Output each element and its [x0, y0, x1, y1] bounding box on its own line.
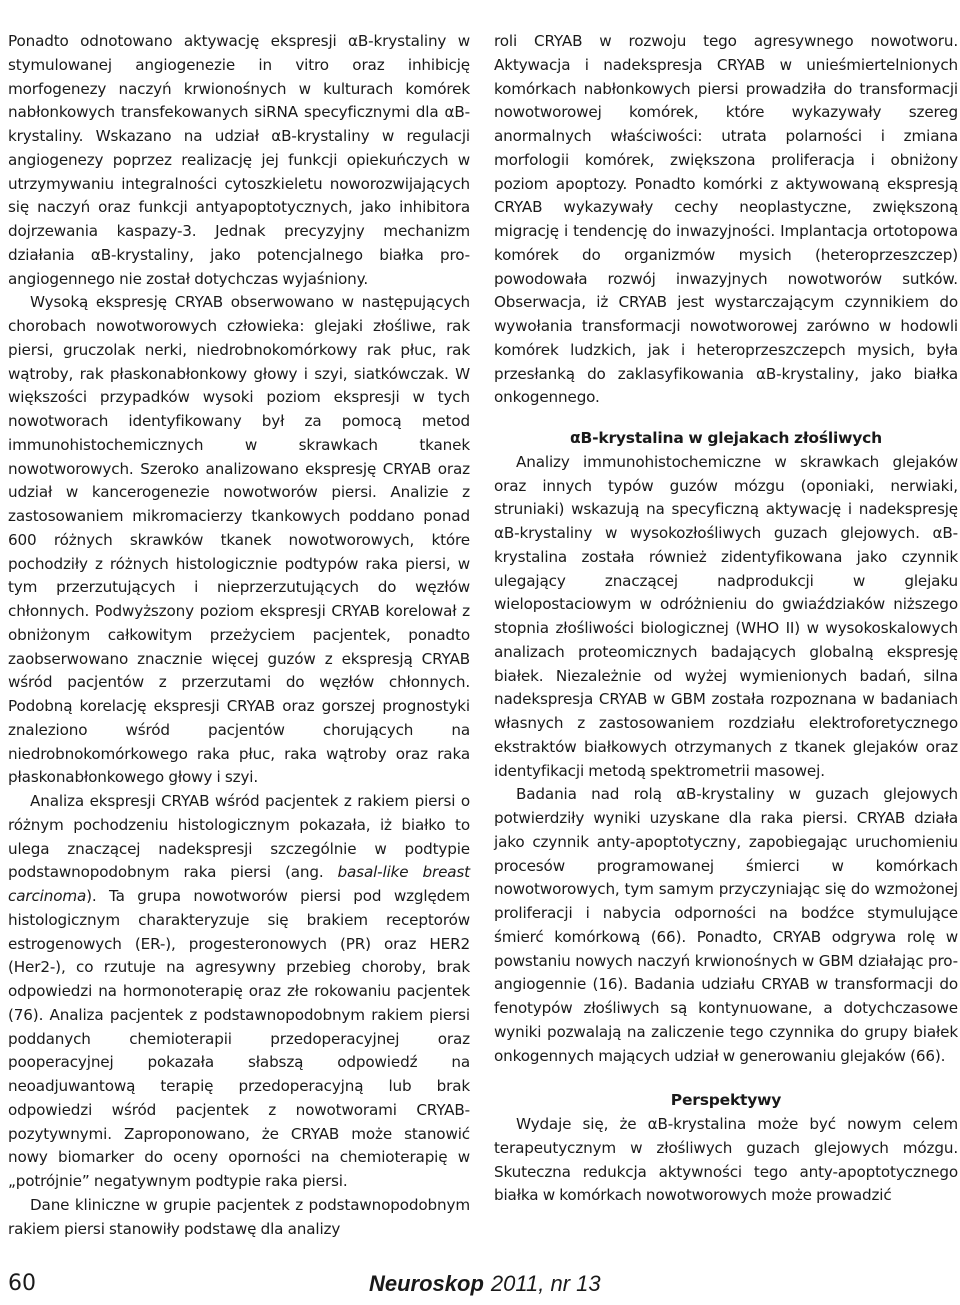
right-column: [494, 30, 958, 1208]
journal-citation: [369, 1271, 601, 1297]
journal-issue: 2011, nr 13: [490, 1271, 601, 1296]
paragraph-text: ). Ta grupa nowotworów piersi pod względem histologicznym charakteryzuje się brakiem receptorów estrogenowych (ER-), progesteronowych (PR) oraz HER2 (Her2-), co rzutuje na agresywny przebieg choroby, brak odpowiedzi na hormonoterapię oraz złe rokowaniu pacjentek (76). Analiza pacjentek z podstawnopodobnym rakiem piersi poddanych chemioterapii przedoperacyjnej oraz pooperacyjnej pokazała słabszą odpowiedź na neoadjuwantową terapię przedoperacyjną lub brak odpowiedzi wśród pacjentek z nowotworami CRYAB-pozytywnymi. Zaproponowano, że CRYAB może stanowić nowy biomarker do oceny oporności na chemioterapię w „potrójnie” negatywnym podtypie raka piersi.: [8, 887, 470, 1190]
paragraph: Badania nad rolą αB-krystaliny w guzach glejowych potwierdziły wyniki uzyskane dla raka piersi. CRYAB działa jako czynnik anty-apoptotyczny, zapobiegając uruchomieniu procesów programowanej śmierci w komórkach nowotworowych, tym samym przyczyniając się do wzmożonej proliferacji i nabycia odporności na bodźce stymulujące śmierć komórkową (66). Ponadto, CRYAB odgrywa rolę w powstaniu nowych naczyń krwionośnych w GBM działając pro-angiogennie (16). Badania udziału CRYAB w transformacji do fenotypów złośliwych są kontynuowane, a dotychczasowe wyniki pozwalają na zaliczenie tego czynnika do grupy białek onkogennych mających udział w generowaniu glejaków (66).: [494, 785, 958, 1065]
paragraph: Ponadto odnotowano aktywację ekspresji αB-krystaliny w stymulowanej angiogenezie in vitro oraz inhibicję morfogenezy naczyń krwionośnych w kulturach komórek nabłonkowych transfekowanych siRNA specyficznymi dla αB-krystaliny. Wskazano na udział αB-krystaliny w regulacji angiogenezy poprzez realizację jej funkcji opiekuńczych w utrzymywaniu integralności cytoszkieletu noworozwijających się naczyń oraz funkcji antyapoptotycznych, jako inhibitora dojrzewania kaspazy-3. Jednak precyzyjny mechanizm działania αB-krystaliny, jako potencjalnego białka pro-angiogennego nie został dotychczas wyjaśniony.: [8, 32, 470, 288]
paragraph: Wydaje się, że αB-krystalina może być nowym celem terapeutycznym w złośliwych guzach glejowych mózgu. Skuteczna redukcja aktywności tego anty-apoptotycznego białka w komórkach nowotworowych może prowadzić: [494, 1115, 958, 1205]
paragraph: roli CRYAB w rozwoju tego agresywnego nowotworu. Aktywacja i nadekspresja CRYAB w unieśmiertelnionych komórkach nabłonkowych piersi prowadziła do transformacji nowotworowej komórek, które wykazywały szereg anormalnych właściwości: utrata polarności i zmiana morfologii komórek, zwiększona proliferacja i obniżony poziom apoptozy. Ponadto komórki z aktywowaną ekspresją CRYAB wykazywały cechy neoplastyczne, zwiększoną migrację i tendencję do inwazyjności. Implantacja ortotopowa komórek do organizmów mysich (heteroprzeszczep) powodowała rozwój inwazyjnych nowotworów sutków. Obserwacja, iż CRYAB jest wystarczającym czynnikiem do wywołania transformacji nowotworowej zarówno w hodowli komórek ludzkich, jak i heteroprzeszczepch mysich, była przesłanką do zaklasyfikowania αB-krystaliny, jako białka onkogennego.: [494, 32, 958, 407]
paragraph: [8, 790, 470, 1194]
page-number: 60: [8, 1271, 36, 1296]
paragraph: Analizy immunohistochemiczne w skrawkach glejaków oraz innych typów guzów mózgu (oponiaki, nerwiaki, struniaki) wskazują na specyficzną aktywację i nadekspresję αB-krystaliny w wysokozłośliwych guzach glejowych. αB-krystalina została również zidentyfikowana jako czynnik ulegający znaczącej nadprodukcji w glejaku wielopostaciowym w odróżnieniu do gwiaździaków niższego stopnia złośliwości biologicznej (WHO II) w wysokoskalowych analizach proteomicznych badających globalną ekspresję białek. Niezależnie od wyżej wymienionych badań, silna nadekspresja CRYAB w GBM została rozpoznana w badaniach własnych z zastosowaniem rozdziału elektroforetycznego ekstraktów białkowych otrzymanych z tkanek glejaków oraz identyfikacji metodą spektrometrii masowej.: [494, 452, 958, 780]
section-heading: Perspektywy: [670, 1091, 782, 1110]
left-column: [8, 30, 470, 1241]
latin-term: basal-like breast carcinoma: [8, 863, 470, 905]
paragraph-text: Analiza ekspresji CRYAB wśród pacjentek z rakiem piersi o różnym pochodzeniu histologicznym pokazała, iż białko to ulega znaczącej nadekspresji szczególnie w podtypie podstawnopodobnym raka piersi (ang.: [8, 792, 470, 882]
journal-name: Neuroskop: [369, 1271, 484, 1296]
page-footer: [8, 1271, 608, 1301]
section-heading: αB-krystalina w glejakach złośliwych: [570, 429, 882, 447]
paragraph: Dane kliniczne w grupie pacjentek z podstawnopodobnym rakiem piersi stanowiły podstawę dla analizy: [8, 1195, 470, 1238]
paragraph: Wysoką ekspresję CRYAB obserwowano w następujących chorobach nowotworowych człowieka: glejaki złośliwe, rak piersi, gruczolak nerki, niedrobnokomórkowy rak płuc, rak wątroby, rak płaskonabłonkowy głowy i szyi, siatkówczak. W większości przypadków wysoki poziom ekspresji w tych nowotworach identyfikowany był za pomocą metod immunohistochemicznych w skrawkach tkanek nowotworowych. Szeroko analizowano ekspresję CRYAB oraz udział w kancerogenezie nowotworów piersi. Analizie z zastosowaniem mikromacierzy tkankowych poddano ponad 600 różnych skrawków tkanek nowotworowych, które pochodziły z różnych histologicznie podtypów raka piersi, w tym przerzutujących i nieprzerzutujących do węzłów chłonnych. Podwyższony poziom ekspresji CRYAB korelował z obniżonym całkowitym przeżyciem pacjentek, ponadto zaobserwowano znacznie więcej guzów z ekspresją CRYAB wśród pacjentów z przerzutami do węzłów chłonnych. Podobną korelację ekspresji CRYAB oraz gorszej prognostyki znaleziono wśród pacjentów chorujących na niedrobnokomórkowego raka płuc, raka wątroby oraz raka płaskonabłonkowego głowy i szyi.: [8, 293, 470, 787]
